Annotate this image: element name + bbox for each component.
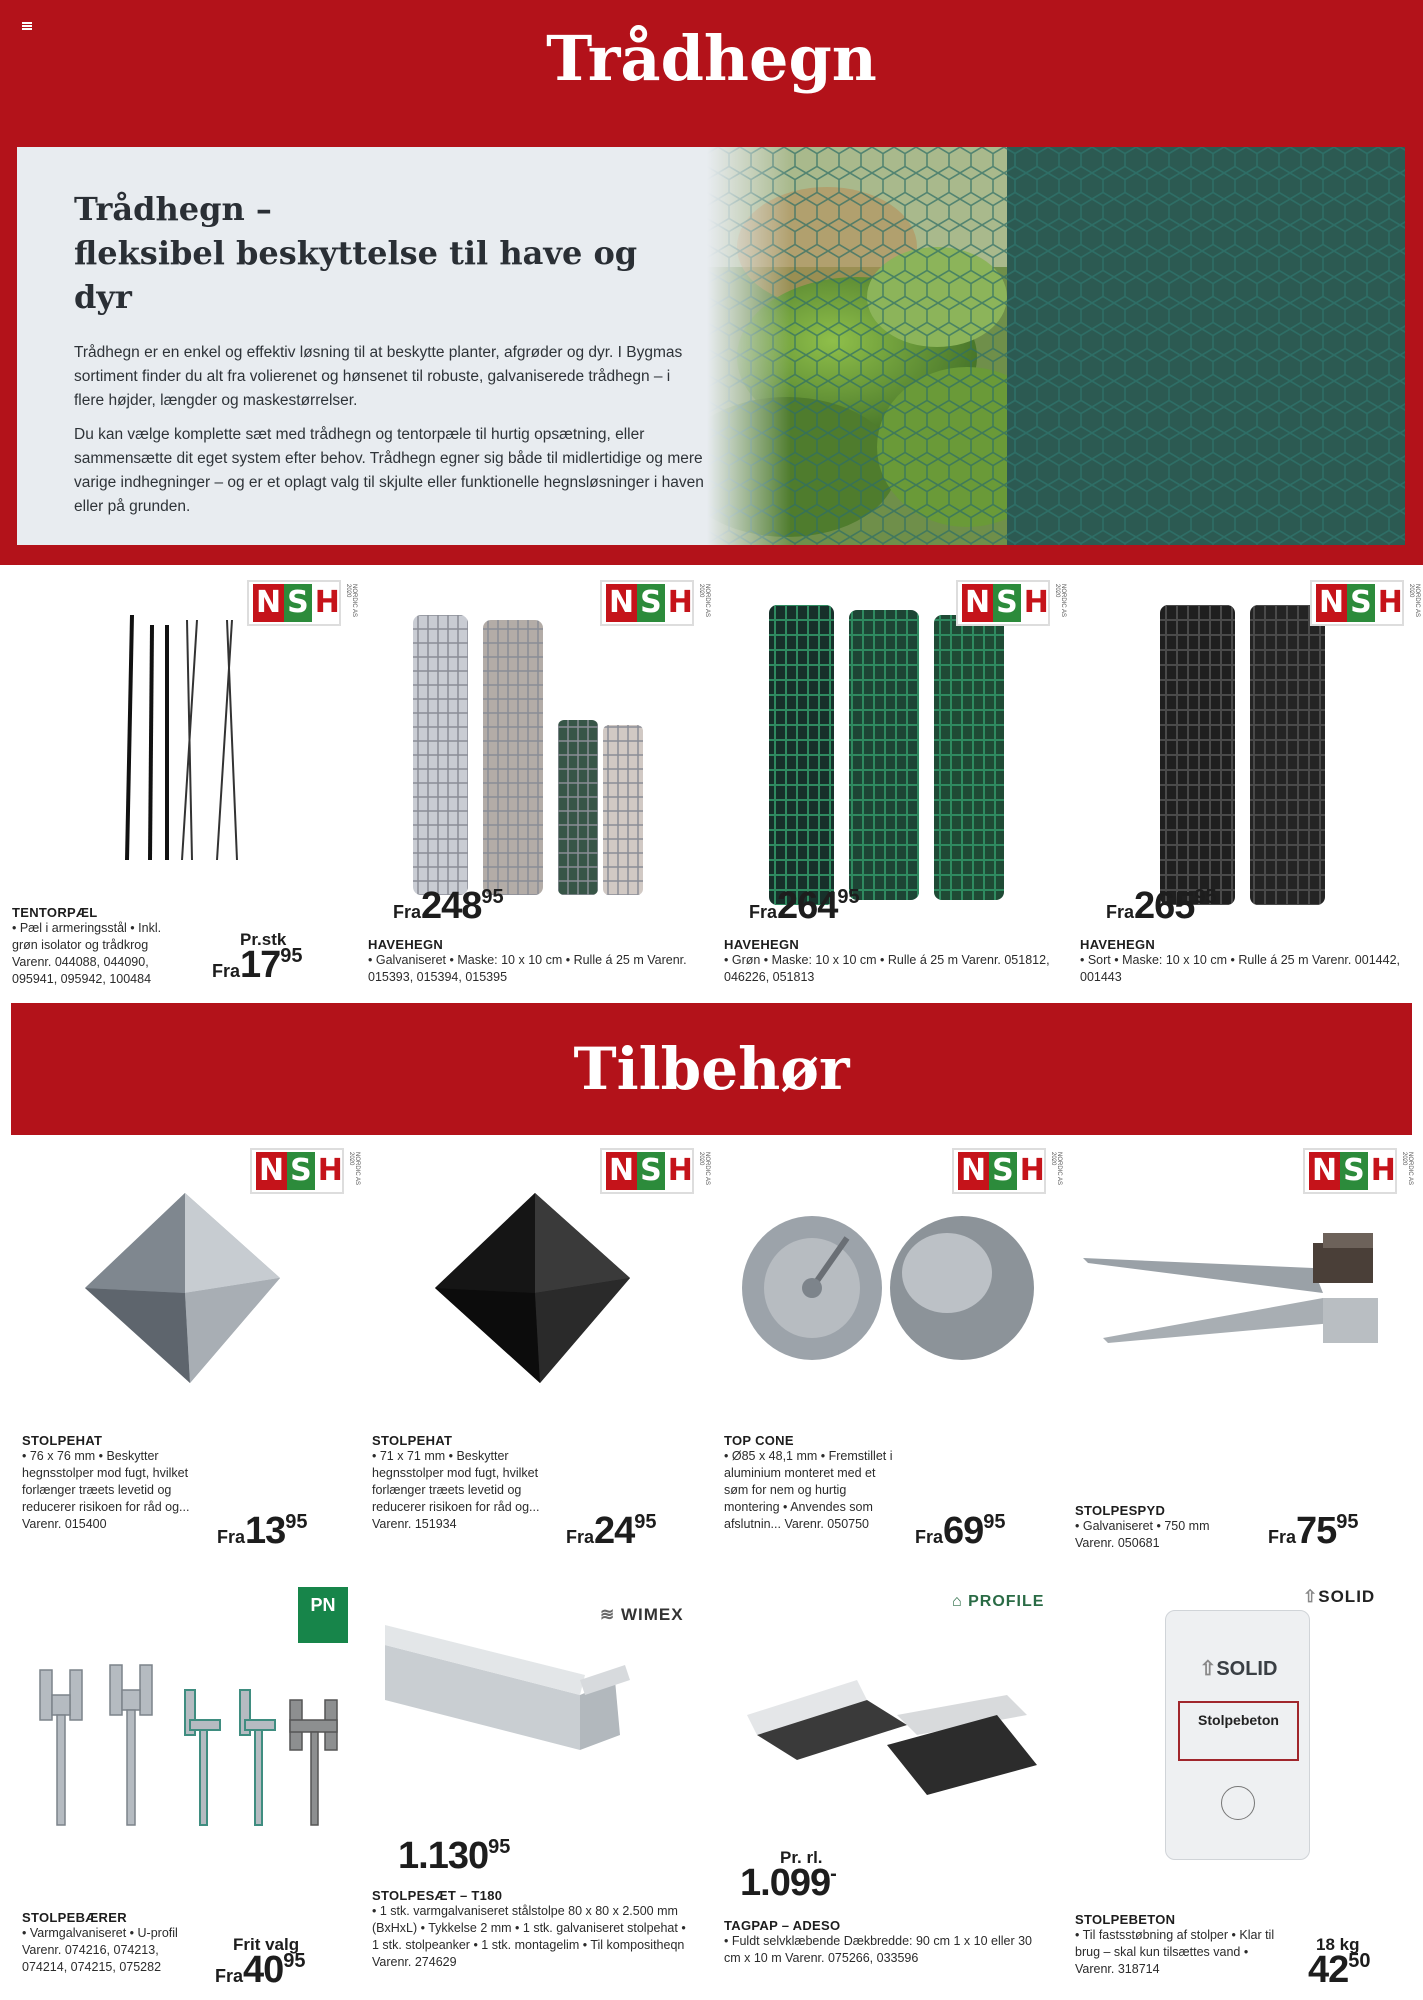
product-desc: • Grøn • Maske: 10 x 10 cm • Rulle á 25 m Varenr. 051812, 046226, 051813 bbox=[724, 953, 1050, 984]
product-name: STOLPEBETON bbox=[1075, 1912, 1176, 1927]
product-name: STOLPESÆT – T180 bbox=[372, 1888, 503, 1903]
nsh-logo: N S H NORDIC AS 2020 bbox=[250, 1148, 344, 1194]
product-name: HAVEHEGN bbox=[1080, 937, 1156, 952]
product-info bbox=[1080, 937, 1410, 986]
product-name: TENTORPÆL bbox=[12, 905, 98, 920]
product-name: TOP CONE bbox=[724, 1433, 794, 1448]
product-desc: • Galvaniseret • 750 mm Varenr. 050681 bbox=[1075, 1519, 1210, 1550]
post-cap-galvanized-image bbox=[75, 1183, 295, 1393]
price-tag: Fra26595 bbox=[1106, 885, 1217, 927]
product-name: TAGPAP – ADESO bbox=[724, 1918, 841, 1933]
product-desc: • 76 x 76 mm • Beskytter hegnsstolper mod fugt, hvilket forlænger træets levetid og reducerer risikoen for råd og... Varenr. 015400 bbox=[22, 1449, 190, 1531]
product-card-stolpebeton[interactable] bbox=[1073, 1585, 1413, 1995]
price-tag: Fra6995 bbox=[915, 1510, 1006, 1552]
bag-brand: ⇧SOLID bbox=[1199, 1658, 1278, 1680]
product-name: STOLPEHAT bbox=[22, 1433, 103, 1448]
page-title: Trådhegn bbox=[546, 22, 877, 95]
product-desc: • Fuldt selvklæbende Dækbredde: 90 cm 1 x 10 eller 30 cm x 10 m Varenr. 075266, 033596 bbox=[724, 1934, 1033, 1965]
hero-paragraph-1: Trådhegn er en enkel og effektiv løsning til at beskytte planter, afgrøder og dyr. I Bygmas sortiment finder du alt fra volierenet og hønsenet til robuste, galvaniserede trådhegn – i flere højder, længder og maskestørrelser. bbox=[74, 344, 683, 409]
product-name: STOLPEHAT bbox=[372, 1433, 453, 1448]
price-tag: Pr.stk Fra1795 bbox=[212, 930, 303, 986]
product-card-top-cone[interactable] bbox=[722, 1148, 1062, 1558]
post-cap-black-image bbox=[425, 1183, 645, 1393]
product-info bbox=[22, 1433, 192, 1533]
product-info bbox=[724, 1433, 899, 1533]
product-info bbox=[22, 1910, 182, 1976]
post-spike-image bbox=[1083, 1228, 1393, 1368]
product-card-tagpap-adeso[interactable] bbox=[722, 1585, 1062, 1995]
product-desc: • 71 x 71 mm • Beskytter hegnsstolper mod fugt, hvilket forlænger træets levetid og reducerer risikoen for råd og... Varenr. 151934 bbox=[372, 1449, 540, 1531]
product-desc: • Til fastsstøbning af stolper • Klar til brug – skal kun tilsættes vand • Varenr. 318714 bbox=[1075, 1928, 1275, 1976]
wire-mesh-photo bbox=[707, 147, 1405, 545]
nsh-logo: N S H NORDIC AS 2020 bbox=[1310, 580, 1404, 626]
nsh-logo: N S H NORDIC AS 2020 bbox=[600, 1148, 694, 1194]
product-name: STOLPESPYD bbox=[1075, 1503, 1166, 1518]
price-tag: Fra2495 bbox=[566, 1510, 657, 1552]
bag-label: Stolpebeton bbox=[1178, 1701, 1299, 1761]
steel-post-image bbox=[385, 1625, 635, 1775]
solid-brand-logo: ⇧SOLID bbox=[1303, 1587, 1376, 1606]
price-tag: Fra26495 bbox=[749, 885, 860, 927]
wimex-brand-logo: ≋ WIMEX bbox=[600, 1605, 684, 1624]
pn-brand-logo: PN bbox=[298, 1587, 348, 1643]
nsh-logo: N S H NORDIC AS 2020 bbox=[952, 1148, 1046, 1194]
hero-heading-line2: fleksibel beskyttelse til have og dyr bbox=[74, 234, 638, 316]
product-desc: • 1 stk. varmgalvaniseret stålstolpe 80 x 80 x 2.500 mm (BxHxL) • Tykkelse 2 mm • 1 stk. galvaniseret stolpehat • 1 stk. stolpeanker • 1 stk. montagelim • Til kompositheqn Varenr. 274629 bbox=[372, 1904, 686, 1969]
nsh-logo: N S H NORDIC AS 2020 bbox=[247, 580, 341, 626]
tent-pole-image bbox=[112, 605, 262, 865]
product-name: HAVEHEGN bbox=[724, 937, 800, 952]
price-tag: 1.13095 bbox=[398, 1835, 511, 1877]
product-name: HAVEHEGN bbox=[368, 937, 444, 952]
product-info bbox=[372, 1888, 692, 1971]
fence-roll-black-image bbox=[1155, 605, 1330, 905]
product-card-stolpehat-71[interactable] bbox=[370, 1148, 710, 1558]
hero-text bbox=[74, 187, 704, 529]
product-card-stolpehat-76[interactable] bbox=[20, 1148, 360, 1558]
fence-roll-green-image bbox=[764, 605, 1004, 905]
product-info bbox=[12, 905, 182, 988]
product-card-stolpebaerer[interactable] bbox=[20, 1585, 360, 1995]
product-card-havehegn-gron[interactable] bbox=[724, 575, 1064, 995]
top-cone-image bbox=[737, 1198, 1037, 1398]
product-card-havehegn-galvaniseret[interactable] bbox=[368, 575, 708, 995]
product-desc: • Ø85 x 48,1 mm • Fremstillet i aluminium monteret med et søm for nem og hurtig montering • Anvendes som afslutnin... Varenr. 050750 bbox=[724, 1449, 893, 1531]
product-info bbox=[368, 937, 698, 986]
product-name: STOLPEBÆRER bbox=[22, 1910, 127, 1925]
product-info bbox=[372, 1433, 542, 1533]
product-info bbox=[724, 1918, 1044, 1967]
product-card-havehegn-sort[interactable] bbox=[1080, 575, 1420, 995]
price-tag: Fra24895 bbox=[393, 885, 504, 927]
price-tag: 18 kg 4250 bbox=[1308, 1935, 1371, 1991]
nsh-logo: N S H NORDIC AS 2020 bbox=[956, 580, 1050, 626]
hero-paragraph-2: Du kan vælge komplette sæt med trådhegn og tentorpæle til hurtig opsætning, eller sammensætte dit eget system efter behov. Trådhegn egner sig både til midlertidige og mere varige indhegninger – og er et oplagt valg til skjulte eller funktionelle hegnsløsninger i haven eller på grunden. bbox=[74, 426, 704, 515]
hero-banner bbox=[17, 147, 1405, 545]
section-banner-tilbehor bbox=[11, 1003, 1412, 1135]
nsh-logo: N S H NORDIC AS 2020 bbox=[600, 580, 694, 626]
price-tag: Frit valg Fra4095 bbox=[215, 1935, 306, 1991]
product-info bbox=[1075, 1503, 1245, 1552]
profile-brand-logo: ⌂ PROFILE bbox=[952, 1593, 1045, 1610]
product-card-stolpespyd[interactable] bbox=[1073, 1148, 1413, 1558]
product-card-stolpesaet-t180[interactable] bbox=[370, 1585, 710, 1995]
price-tag: Pr. rl. 1.099- bbox=[740, 1848, 837, 1904]
product-desc: • Sort • Maske: 10 x 10 cm • Rulle á 25 m Varenr. 001442, 001443 bbox=[1080, 953, 1400, 984]
fence-roll-galvanized-image bbox=[408, 615, 648, 900]
price-tag: Fra1395 bbox=[217, 1510, 308, 1552]
product-info bbox=[1075, 1912, 1290, 1978]
hero-heading bbox=[74, 187, 704, 319]
hero-heading-line1: Trådhegn – bbox=[74, 190, 272, 228]
concrete-bag-image bbox=[1165, 1610, 1310, 1860]
product-info bbox=[724, 937, 1054, 986]
section-title: Tilbehør bbox=[573, 1035, 850, 1103]
product-card-tentorpael[interactable] bbox=[12, 575, 357, 995]
price-tag: Fra7595 bbox=[1268, 1510, 1359, 1552]
product-desc: • Pæl i armeringsstål • Inkl. grøn isolator og trådkrog Varenr. 044088, 044090, 095941, 095942, 100484 bbox=[12, 921, 162, 986]
post-bracket-image bbox=[35, 1660, 355, 1830]
roofing-felt-image bbox=[737, 1675, 1037, 1795]
product-desc: • Varmgalvaniseret • U-profil Varenr. 074216, 074213, 074214, 074215, 075282 bbox=[22, 1926, 178, 1974]
bag-seal-icon bbox=[1221, 1786, 1255, 1820]
product-desc: • Galvaniseret • Maske: 10 x 10 cm • Rulle á 25 m Varenr. 015393, 015394, 015395 bbox=[368, 953, 687, 984]
nsh-logo: N S H NORDIC AS 2020 bbox=[1303, 1148, 1397, 1194]
